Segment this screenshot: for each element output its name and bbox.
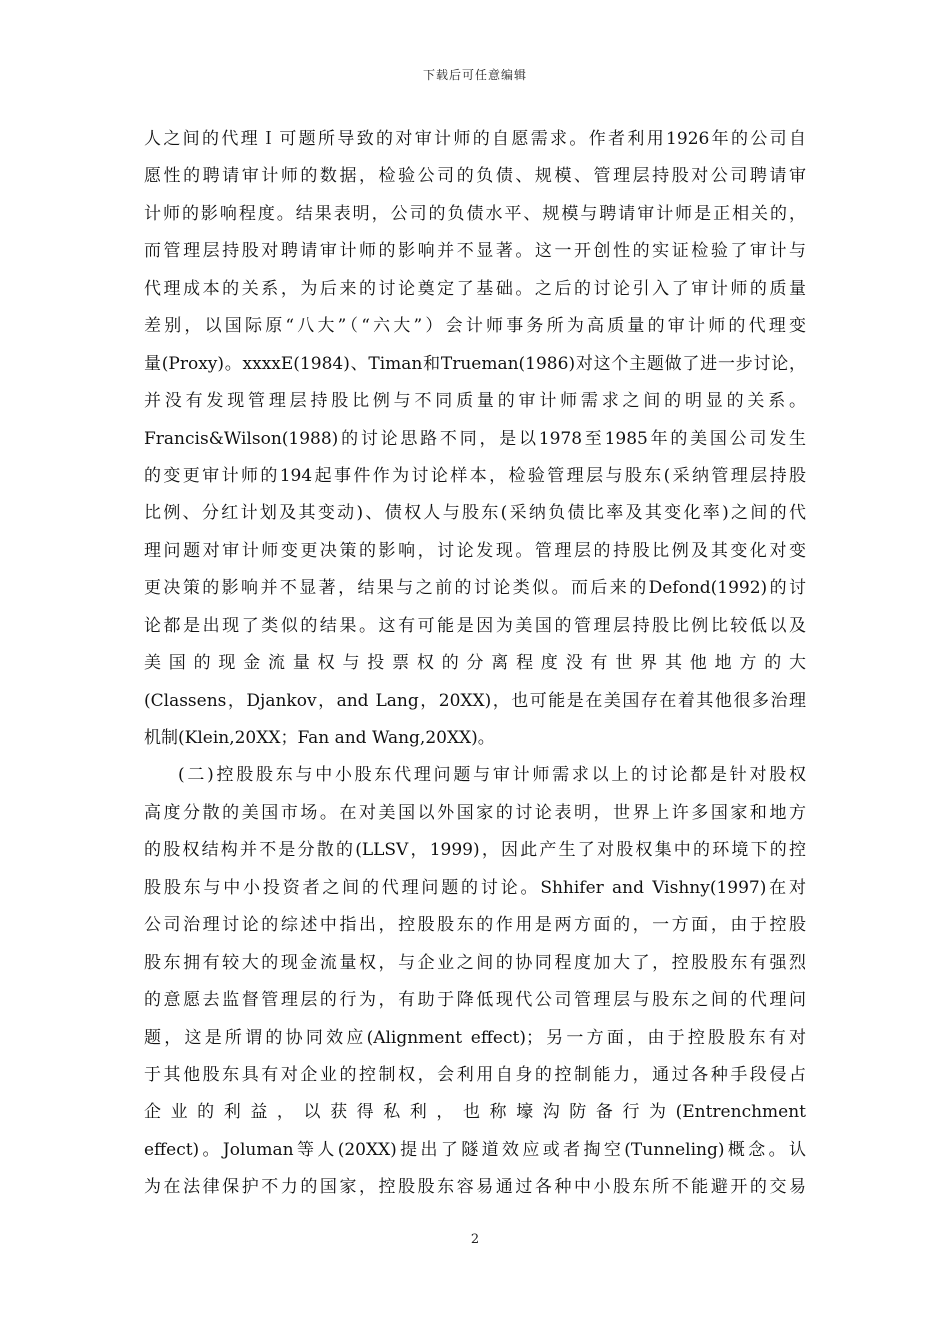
- text-line: 人之间的代理Ｉ可题所导致的对审计师的自愿需求。作者利用1926年的公司自: [144, 129, 806, 149]
- text-line: 高度分散的美国市场。在对美国以外国家的讨论表明，世界上许多国家和地方: [144, 802, 806, 823]
- text-line: 为在法律保护不力的国家，控股股东容易通过各种中小股东所不能避开的交易: [144, 1177, 806, 1198]
- text-line: 的股权结构并不是分散的(LLSV，1999)，因此产生了对股权集中的环境下的控: [144, 840, 806, 861]
- text-line: 企业的利益，以获得私利，也称壕沟防备行为(Entrenchment: [144, 1102, 806, 1123]
- page-header: 下载后可任意编辑: [422, 68, 527, 82]
- text-line: 量(Proxy)。xxxxE(1984)、Timan和Trueman(1986)对这个主题做了进一步讨论，: [144, 353, 806, 374]
- text-line: 股东拥有较大的现金流量权，与企业之间的协同程度加大了，控股股东有强烈: [144, 952, 806, 973]
- text-line: 并没有发现管理层持股比例与不同质量的审计师需求之间的明显的关系。: [144, 391, 806, 412]
- text-line: Francis&Wilson(1988)的讨论思路不同，是以1978至1985年的美国公司发生: [144, 428, 806, 449]
- text-line: 比例、分红计划及其变动)、债权人与股东(采纳负债比率及其变化率)之间的代: [144, 503, 806, 524]
- text-line: 差别，以国际原“八大”（“六大”）会计师事务所为高质量的审计师的代理变: [144, 316, 806, 337]
- text-line: 代理成本的关系，为后来的讨论奠定了基础。之后的讨论引入了审计师的质量: [144, 278, 806, 299]
- text-line: 愿性的聘请审计师的数据，检验公司的负债、规模、管理层持股对公司聘请审: [144, 166, 806, 187]
- text-line: effect)。Joluman等人(20XX)提出了隧道效应或者掏空(Tunneling)概念。认: [144, 1139, 806, 1160]
- text-line: 更决策的影响并不显著，结果与之前的讨论类似。而后来的Defond(1992)的讨: [144, 578, 806, 599]
- text-line: 理问题对审计师变更决策的影响，讨论发现。管理层的持股比例及其变化对变: [144, 540, 806, 561]
- text-line: 的意愿去监督管理层的行为，有助于降低现代公司管理层与股东之间的代理问: [144, 990, 806, 1011]
- text-line: (Classens，Djankov，and Lang，20XX)，也可能是在美国存在着其他很多治理: [144, 690, 806, 711]
- page-number: 2: [470, 1232, 480, 1247]
- text-line: 而管理层持股对聘请审计师的影响并不显著。这一开创性的实证检验了审计与: [144, 241, 806, 262]
- text-line: 论都是出现了类似的结果。这有可能是因为美国的管理层持股比例比较低以及: [144, 615, 806, 636]
- text-line: 公司治理讨论的综述中指出，控股股东的作用是两方面的，一方面，由于控股: [144, 915, 806, 936]
- text-line: 题，这是所谓的协同效应(Alignment effect)；另一方面，由于控股股东有对: [144, 1027, 806, 1048]
- text-line: 美国的现金流量权与投票权的分离程度没有世界其他地方的大: [144, 653, 806, 674]
- text-line: 计师的影响程度。结果表明，公司的负债水平、规模与聘请审计师是正相关的，: [144, 203, 806, 224]
- document-body: [144, 121, 806, 1207]
- text-line: 的变更审计师的194起事件作为讨论样本，检验管理层与股东(采纳管理层持股: [144, 465, 806, 486]
- text-line: 机制(Klein,20XX；Fan and Wang,20XX)。: [144, 728, 495, 748]
- text-line: 股股东与中小投资者之间的代理问题的讨论。Shhifer and Vishny(1997)在对: [144, 877, 806, 898]
- text-line: (二)控股股东与中小股东代理问题与审计师需求以上的讨论都是针对股权: [178, 765, 806, 786]
- text-line: 于其他股东具有对企业的控制权，会利用自身的控制能力，通过各种手段侵占: [144, 1064, 806, 1085]
